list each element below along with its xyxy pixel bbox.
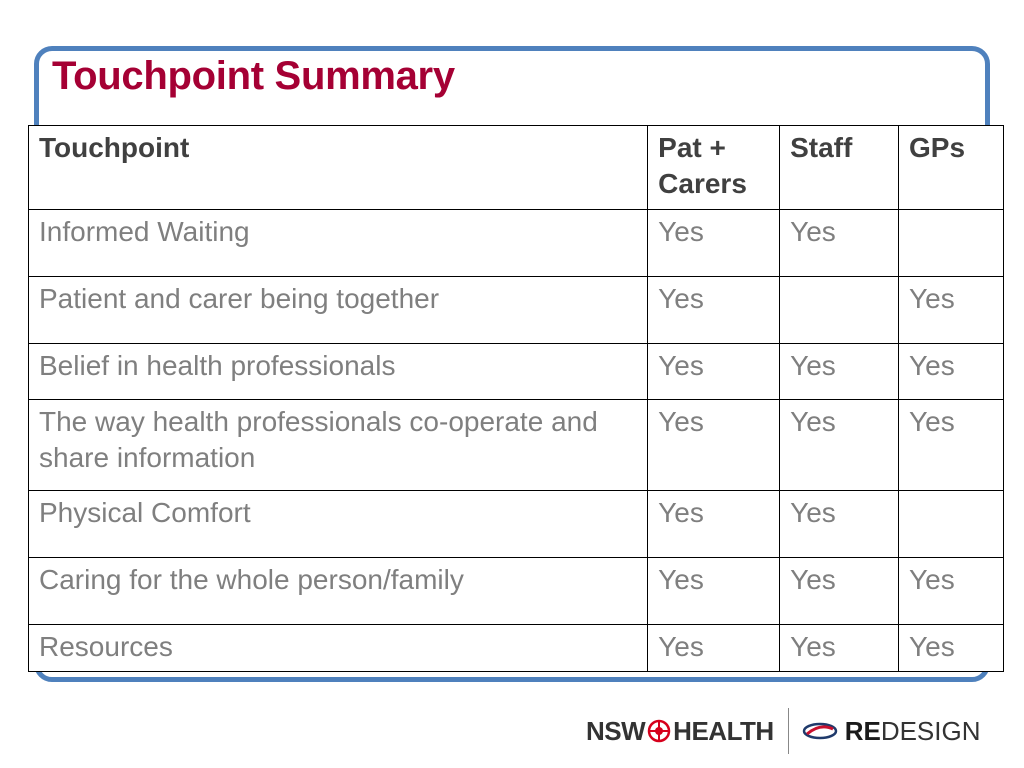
cell-touchpoint: Resources <box>29 625 648 672</box>
nsw-waratah-icon <box>647 719 671 743</box>
table-row <box>29 491 1004 558</box>
cell-touchpoint: Caring for the whole person/family <box>29 558 648 625</box>
cell-pat-carers: Yes <box>648 210 780 277</box>
cell-gps: Yes <box>899 400 1004 491</box>
cell-staff: Yes <box>780 344 899 400</box>
table-row <box>29 210 1004 277</box>
redesign-text-design: DESIGN <box>880 715 981 746</box>
cell-staff <box>780 277 899 344</box>
table-row <box>29 625 1004 672</box>
cell-gps <box>899 210 1004 277</box>
cell-touchpoint: Patient and carer being together <box>29 277 648 344</box>
cell-pat-carers: Yes <box>648 400 780 491</box>
cell-staff: Yes <box>780 400 899 491</box>
cell-pat-carers: Yes <box>648 558 780 625</box>
cell-touchpoint: Informed Waiting <box>29 210 648 277</box>
footer-divider <box>788 708 789 754</box>
cell-touchpoint: The way health professionals co-operate and share information <box>29 400 648 491</box>
cell-gps: Yes <box>899 344 1004 400</box>
cell-staff: Yes <box>780 210 899 277</box>
cell-pat-carers: Yes <box>648 625 780 672</box>
table-row <box>29 558 1004 625</box>
redesign-text-re: RE <box>844 715 881 746</box>
header-touchpoint: Touchpoint <box>29 126 648 210</box>
cell-pat-carers: Yes <box>648 491 780 558</box>
redesign-logo <box>801 716 981 747</box>
table-row <box>29 344 1004 400</box>
cell-staff: Yes <box>780 558 899 625</box>
cell-staff: Yes <box>780 625 899 672</box>
cell-touchpoint: Physical Comfort <box>29 491 648 558</box>
cell-gps: Yes <box>899 625 1004 672</box>
redesign-swoosh-icon <box>801 719 839 743</box>
table-row <box>29 400 1004 491</box>
header-gps: GPs <box>899 126 1004 210</box>
cell-gps <box>899 491 1004 558</box>
cell-gps: Yes <box>899 277 1004 344</box>
cell-gps: Yes <box>899 558 1004 625</box>
nsw-health-logo <box>586 716 774 747</box>
cell-touchpoint: Belief in health professionals <box>29 344 648 400</box>
table-row <box>29 277 1004 344</box>
footer-logos <box>586 706 981 756</box>
cell-pat-carers: Yes <box>648 344 780 400</box>
slide-title: Touchpoint Summary <box>52 54 455 98</box>
table-header-row <box>29 126 1004 210</box>
header-pat-carers: Pat + Carers <box>648 126 780 210</box>
cell-staff: Yes <box>780 491 899 558</box>
nsw-logo-text-left: NSW <box>586 715 646 746</box>
touchpoint-table <box>28 125 1004 672</box>
cell-pat-carers: Yes <box>648 277 780 344</box>
header-staff: Staff <box>780 126 899 210</box>
nsw-logo-text-right: HEALTH <box>673 715 774 746</box>
